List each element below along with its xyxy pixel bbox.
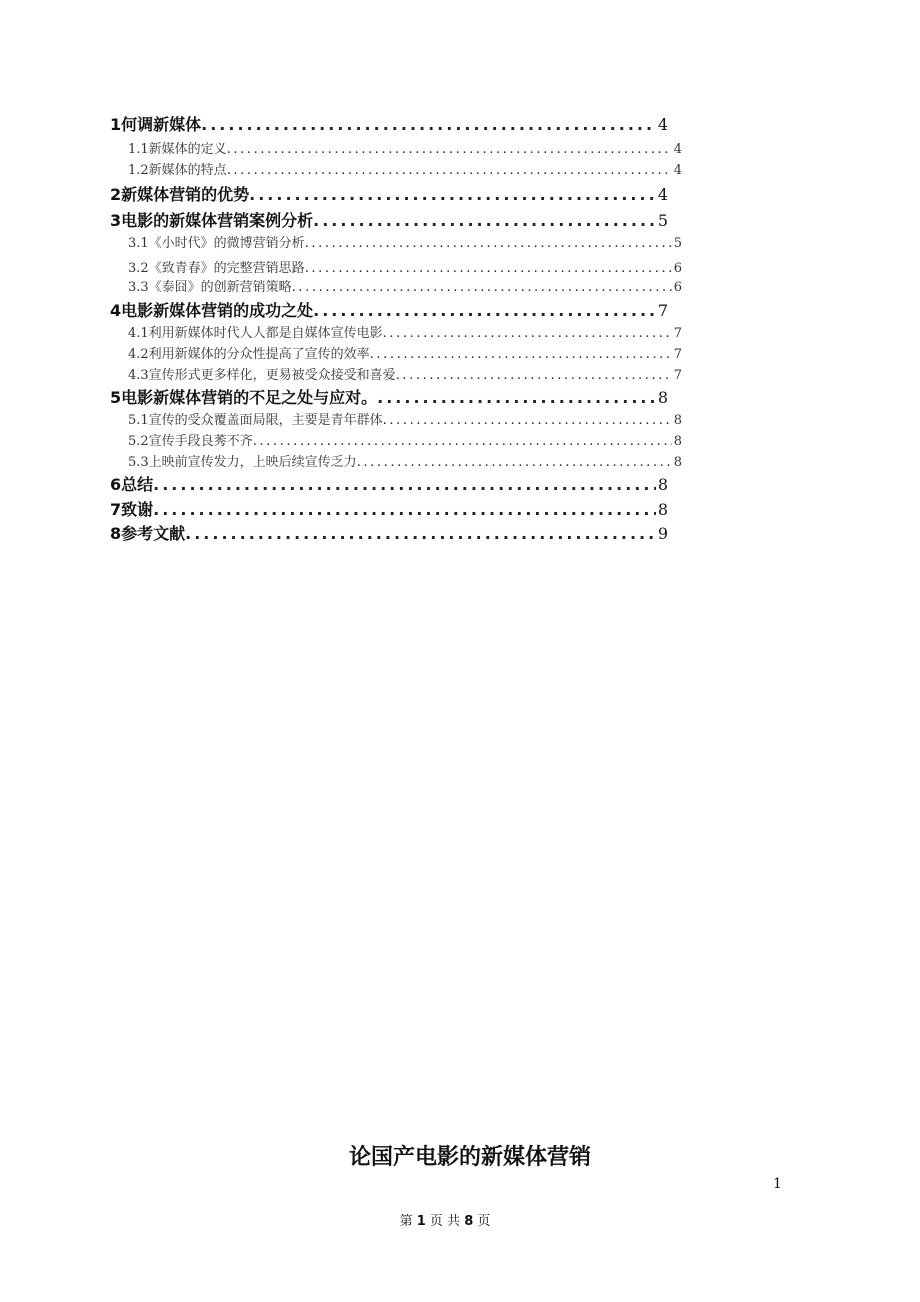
page-number: 1 — [773, 1176, 782, 1192]
toc-entry-page: 8 — [673, 455, 682, 470]
toc-leader-dots — [292, 280, 672, 295]
toc-leader-dots — [357, 455, 672, 470]
footer-total-pages: 8 — [464, 1214, 474, 1229]
toc-entry[interactable] — [128, 451, 682, 470]
page-footer — [0, 1210, 890, 1229]
toc-entry-page: 7 — [673, 326, 682, 341]
toc-entry-page: 8 — [657, 388, 668, 407]
toc-leader-dots — [153, 475, 656, 494]
footer-suffix: 页 — [477, 1214, 491, 1229]
toc-entry[interactable] — [110, 182, 668, 205]
toc-entry-label: 4.3宣传形式更多样化，更易被受众接受和喜爱 — [128, 368, 396, 383]
toc-entry[interactable] — [128, 232, 682, 251]
toc-entry-page: 9 — [657, 524, 668, 543]
toc-entry[interactable] — [110, 472, 668, 495]
toc-entry[interactable] — [128, 276, 682, 295]
toc-leader-dots — [249, 185, 656, 204]
toc-leader-dots — [185, 524, 656, 543]
toc-leader-dots — [313, 301, 656, 320]
toc-entry-label: 3.2《致青春》的完整营销思路 — [128, 261, 305, 276]
toc-entry-page: 4 — [673, 163, 682, 178]
toc-entry-page: 8 — [657, 475, 668, 494]
toc-leader-dots — [305, 261, 672, 276]
toc-entry[interactable] — [128, 430, 682, 449]
toc-leader-dots — [383, 413, 672, 428]
toc-entry-label: 2新媒体营销的优势 — [110, 185, 250, 204]
toc-entry-label: 3电影的新媒体营销案例分析 — [110, 211, 314, 230]
toc-leader-dots — [377, 388, 656, 407]
toc-entry-label: 4.2利用新媒体的分众性提高了宣传的效率 — [128, 347, 370, 362]
toc-entry[interactable] — [110, 521, 668, 544]
toc-entry-page: 4 — [657, 115, 668, 134]
toc-entry[interactable] — [128, 257, 682, 276]
toc-entry-label: 1何调新媒体 — [110, 115, 202, 134]
toc-entry[interactable] — [110, 385, 668, 408]
footer-prefix: 第 — [399, 1214, 413, 1229]
toc-entry-label: 3.1《小时代》的微博营销分析 — [128, 236, 305, 251]
toc-entry-page: 6 — [673, 261, 682, 276]
toc-entry-label: 5.3上映前宣传发力，上映后续宣传乏力 — [128, 455, 357, 470]
toc-leader-dots — [383, 326, 672, 341]
toc-entry[interactable] — [128, 322, 682, 341]
toc-entry[interactable] — [110, 208, 668, 231]
toc-entry-label: 5.2宣传手段良莠不齐 — [128, 434, 253, 449]
toc-entry[interactable] — [128, 138, 682, 157]
toc-entry-label: 1.2新媒体的特点 — [128, 163, 227, 178]
toc-leader-dots — [396, 368, 672, 383]
toc-leader-dots — [153, 500, 656, 519]
footer-middle: 页 共 — [429, 1214, 461, 1229]
footer-current-page: 1 — [416, 1214, 426, 1229]
toc-entry[interactable] — [128, 159, 682, 178]
toc-entry[interactable] — [110, 112, 668, 135]
toc-entry-page: 7 — [657, 301, 668, 320]
toc-entry-page: 6 — [673, 280, 682, 295]
document-title: 论国产电影的新媒体营销 — [348, 1145, 591, 1170]
toc-entry-label: 1.1新媒体的定义 — [128, 142, 227, 157]
toc-entry-label: 4电影新媒体营销的成功之处 — [110, 301, 314, 320]
toc-leader-dots — [201, 115, 656, 134]
toc-entry-page: 8 — [673, 434, 682, 449]
toc-entry[interactable] — [110, 497, 668, 520]
toc-leader-dots — [305, 236, 672, 251]
toc-entry-page: 5 — [657, 211, 668, 230]
toc-entry-label: 7致谢 — [110, 500, 154, 519]
toc-entry[interactable] — [110, 298, 668, 321]
toc-leader-dots — [227, 142, 672, 157]
toc-entry-page: 8 — [673, 413, 682, 428]
toc-leader-dots — [253, 434, 672, 449]
toc-entry-label: 4.1利用新媒体时代人人都是自媒体宣传电影 — [128, 326, 383, 341]
toc-entry-label: 8参考文献 — [110, 524, 186, 543]
toc-entry-page: 8 — [657, 500, 668, 519]
toc-entry-label: 5.1宣传的受众覆盖面局限，主要是青年群体 — [128, 413, 383, 428]
toc-leader-dots — [370, 347, 672, 362]
toc-entry[interactable] — [128, 364, 682, 383]
toc-entry-page: 4 — [657, 185, 668, 204]
toc-entry-page: 7 — [673, 368, 682, 383]
toc-entry-label: 6总结 — [110, 475, 154, 494]
toc-entry[interactable] — [128, 409, 682, 428]
toc-entry-page: 7 — [673, 347, 682, 362]
toc-entry-label: 3.3《泰囧》的创新营销策略 — [128, 280, 292, 295]
toc-entry[interactable] — [128, 343, 682, 362]
toc-entry-page: 4 — [673, 142, 682, 157]
toc-entry-label: 5电影新媒体营销的不足之处与应对。 — [110, 388, 378, 407]
toc-leader-dots — [313, 211, 656, 230]
toc-entry-page: 5 — [673, 236, 682, 251]
toc-leader-dots — [227, 163, 672, 178]
